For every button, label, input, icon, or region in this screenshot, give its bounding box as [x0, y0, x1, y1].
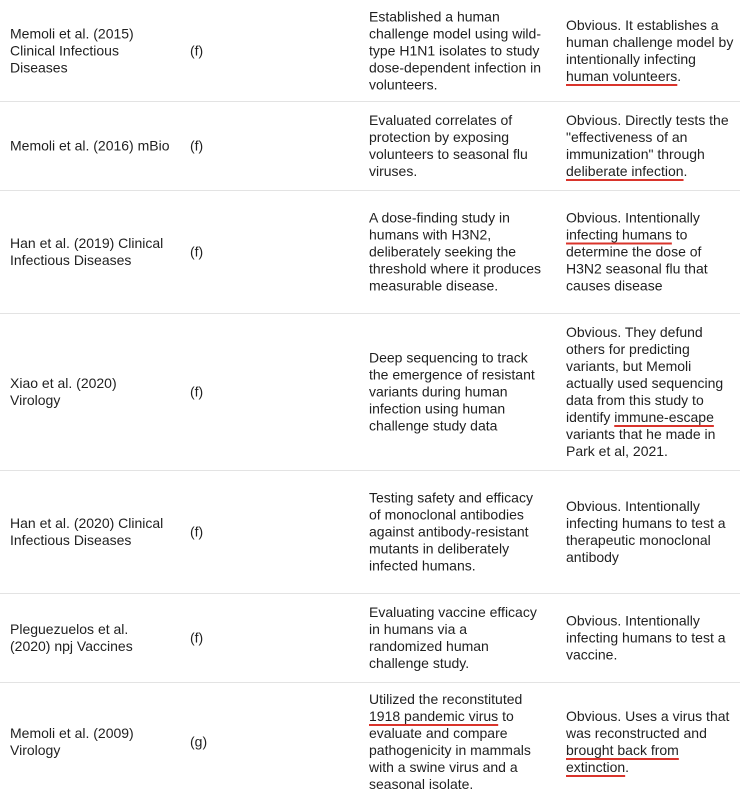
category-tag: (f): [190, 383, 204, 400]
reference-cell: Han et al. (2020) Clinical Infectious Diseases: [10, 515, 164, 548]
analysis-cell: [566, 613, 736, 664]
analysis-text-end: .: [677, 67, 682, 84]
table-row: [0, 314, 740, 471]
analysis-cell: [566, 708, 736, 776]
analysis-text: Obvious. Directly tests the "effectiveness of an immunization" through: [566, 112, 729, 162]
analysis-cell: [566, 17, 736, 85]
reference-cell: Han et al. (2019) Clinical Infectious Diseases: [10, 235, 164, 268]
description-cell: Testing safety and efficacy of monoclonal antibodies against antibody-resistant mutants in deliberately infected humans.: [369, 489, 533, 574]
analysis-text: Obvious. Intentionally infecting humans to test a therapeutic monoclonal antibody: [566, 498, 726, 565]
highlighted-phrase: human volunteers: [566, 67, 678, 84]
analysis-cell: [566, 498, 736, 566]
analysis-text-end: variants that he made in Park et al, 2021.: [566, 426, 716, 459]
category-tag: (f): [190, 629, 204, 646]
analysis-text-end: .: [683, 163, 688, 179]
analysis-text-end: to determine the dose of H3N2 seasonal flu that causes disease: [566, 226, 708, 294]
highlighted-phrase: 1918 pandemic virus: [369, 707, 499, 724]
table-row: [0, 102, 740, 191]
reference-cell: Pleguezuelos et al. (2020) npj Vaccines: [10, 621, 133, 654]
description-text: Utilized the reconstituted: [369, 690, 523, 707]
description-cell: A dose-finding study in humans with H3N2, deliberately seeking the threshold where it produces measurable disease.: [369, 209, 541, 294]
highlighted-phrase: brought back from extinction: [566, 741, 679, 775]
analysis-text: Obvious. Uses a virus that was reconstructed and: [566, 707, 730, 741]
analysis-text: Obvious. They defund others for predicting variants, but Memoli actually used sequencing data from this study to identify: [566, 324, 724, 425]
description-cell: Deep sequencing to track the emergence of resistant variants during human infection using human challenge study data: [369, 349, 535, 434]
analysis-text: Obvious. Intentionally infecting humans to test a vaccine.: [566, 612, 726, 663]
reference-cell: Memoli et al. (2009) Virology: [10, 724, 134, 758]
description-cell: Evaluating vaccine efficacy in humans via a randomized human challenge study.: [369, 604, 537, 671]
description-cell: Established a human challenge model using wild-type H1N1 isolates to study dose-dependent infection in volunteers.: [369, 8, 542, 92]
category-tag: (f): [190, 137, 204, 154]
table-row: [0, 0, 740, 102]
table-row: [0, 191, 740, 314]
reference-cell: Memoli et al. (2015) Clinical Infectious Diseases: [10, 25, 134, 75]
reference-cell: Memoli et al. (2016) mBio: [10, 137, 170, 154]
analysis-text: Obvious. It establishes a human challenge model by intentionally infecting: [566, 16, 734, 67]
table-row: [0, 594, 740, 683]
table-row: [0, 683, 740, 800]
description-cell: Evaluated correlates of protection by exposing volunteers to seasonal flu viruses.: [369, 112, 528, 179]
description-text-end: to evaluate and compare pathogenicity in mammals with a swine virus and a seasonal isolate.: [369, 707, 531, 792]
description-cell: [369, 691, 544, 793]
category-tag: (f): [190, 42, 204, 58]
highlighted-phrase: deliberate infection: [566, 163, 684, 179]
reference-cell: Xiao et al. (2020) Virology: [10, 375, 117, 408]
analysis-cell: [566, 210, 736, 295]
category-tag: (f): [190, 523, 204, 540]
analysis-cell: [566, 112, 736, 180]
table-row: [0, 471, 740, 594]
category-tag: (f): [190, 243, 204, 260]
highlighted-phrase: infecting humans: [566, 226, 672, 243]
analysis-text: Obvious. Intentionally: [566, 209, 700, 226]
analysis-cell: [566, 324, 736, 460]
category-tag: (g): [190, 733, 208, 749]
analysis-text-end: .: [625, 758, 630, 775]
highlighted-phrase: immune-escape: [614, 409, 714, 425]
